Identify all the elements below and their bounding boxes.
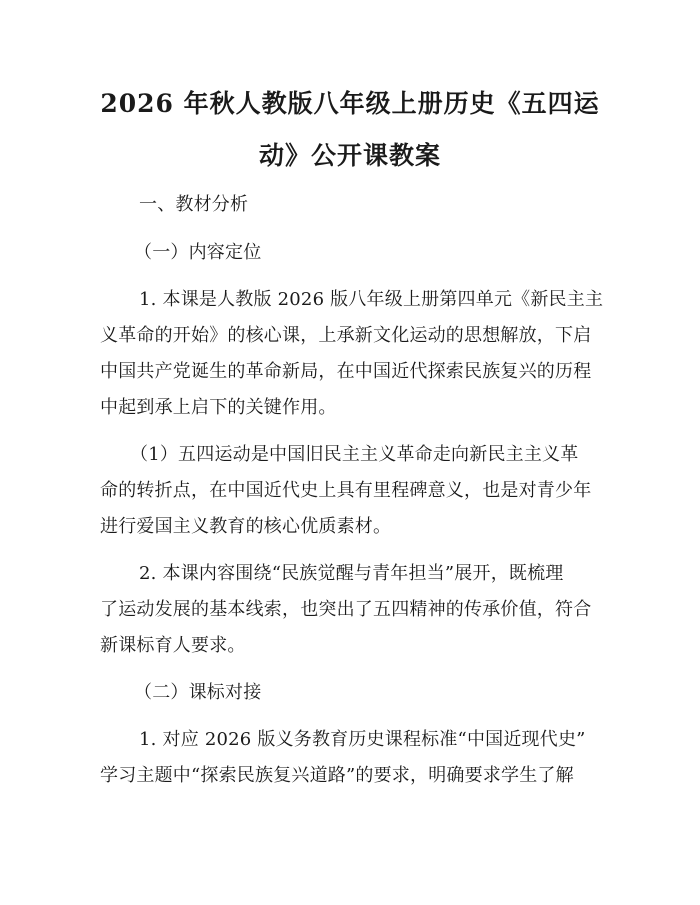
paragraph-line: （1）五四运动是中国旧民主主义革命走向新民主主义革 — [130, 444, 579, 465]
paragraph-line: 2. 本课内容围绕“民族觉醒与青年担当”展开，既梳理 — [139, 563, 564, 584]
paragraph-line: 1. 对应 2026 版义务教育历史课程标准“中国近现代史” — [139, 729, 586, 750]
paragraph-line: 中国共产党诞生的革命新局，在中国近代探索民族复兴的历程 — [100, 361, 592, 382]
paragraph-line: 进行爱国主义教育的核心优质素材。 — [100, 516, 392, 537]
subsection-heading-1: （一）内容定位 — [134, 242, 262, 263]
paragraph-line: 了运动发展的基本线索，也突出了五四精神的传承价值，符合 — [100, 599, 592, 620]
paragraph-line: 中起到承上启下的关键作用。 — [100, 397, 337, 418]
paragraph-line: 1. 本课是人教版 2026 版八年级上册第四单元《新民主主 — [139, 289, 604, 310]
paragraph-line: 学习主题中“探索民族复兴道路”的要求，明确要求学生了解 — [100, 765, 574, 786]
paragraph-line: 命的转折点，在中国近代史上具有里程碑意义，也是对青少年 — [100, 480, 592, 501]
document-title-line-2: 动》公开课教案 — [258, 141, 441, 170]
paragraph-line: 义革命的开始》的核心课，上承新文化运动的思想解放，下启 — [100, 325, 592, 346]
document-title-line-1: 2026 年秋人教版八年级上册历史《五四运 — [100, 89, 600, 118]
paragraph-line: 新课标育人要求。 — [100, 635, 246, 656]
subsection-heading-2: （二）课标对接 — [134, 682, 262, 703]
section-heading-1: 一、教材分析 — [139, 194, 249, 215]
